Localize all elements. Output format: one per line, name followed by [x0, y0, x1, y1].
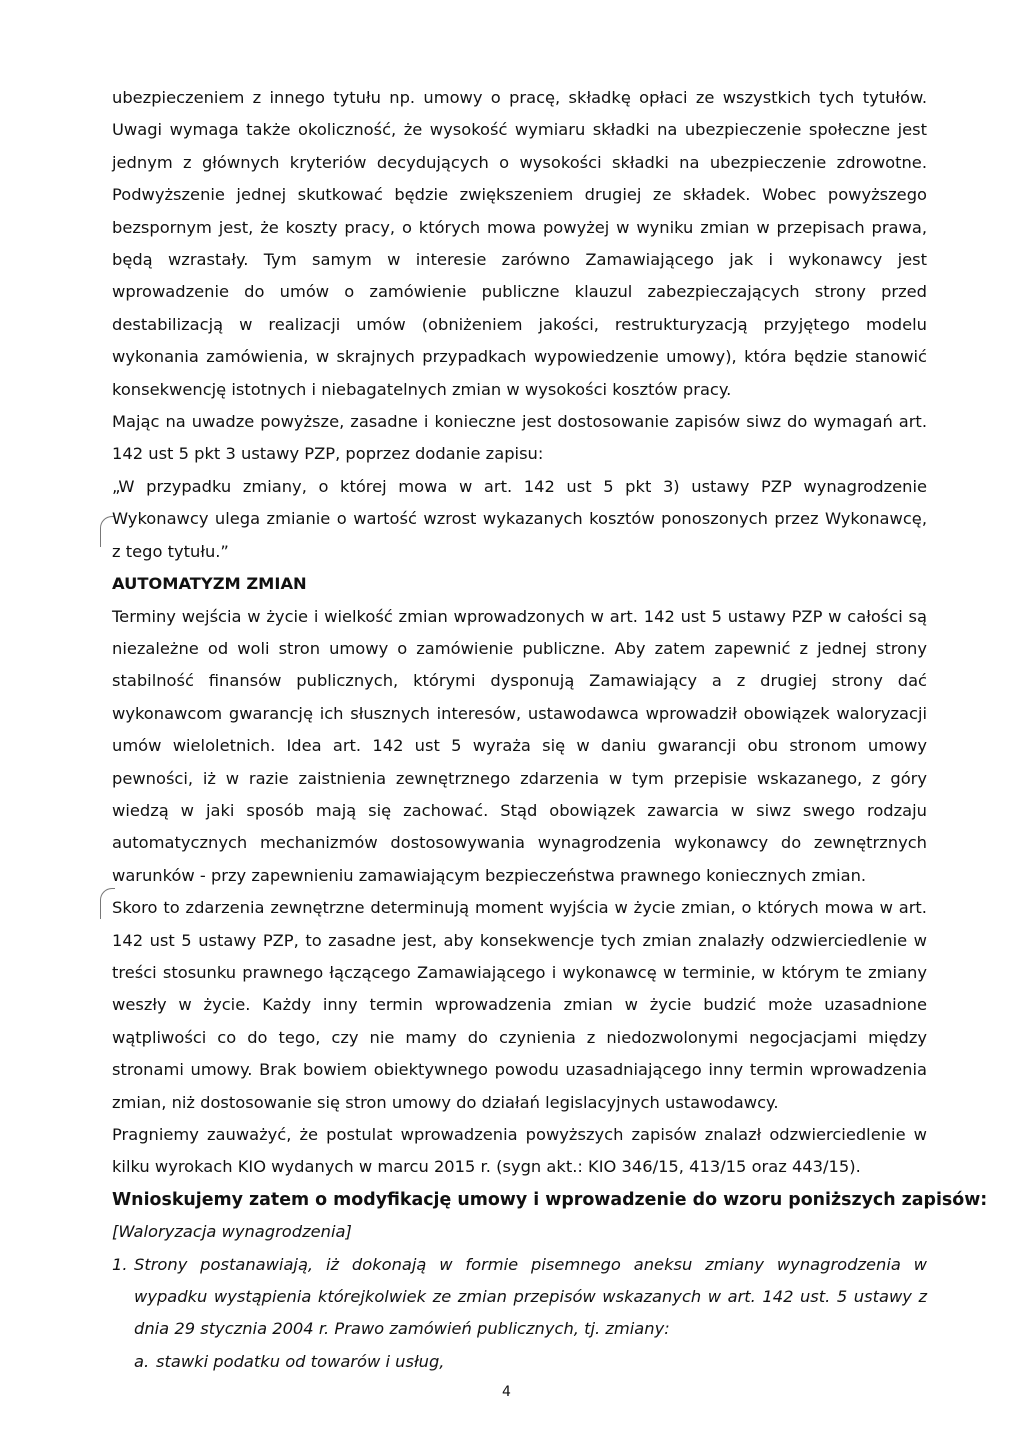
list-number: 1. — [112, 1254, 128, 1274]
sub-list-item — [134, 1346, 927, 1378]
list-item-text: Strony postanawiają, iż dokonają w formie pisemnego aneksu zmiany wynagrodzenia w wypadku wystąpienia którejkolwiek ze zmian przepisów wskazanych w art. 142 ust. 5 ustawy z dnia 29 stycznia 2004 r. Prawo zamówień publicznych, tj. zmiany: — [134, 1254, 927, 1339]
sub-list-letter: a. — [134, 1351, 150, 1371]
bold-statement: Wnioskujemy zatem o modyfikację umowy i wprowadzenie do wzoru poniższych zapisów: — [112, 1189, 988, 1210]
list-item — [112, 1249, 927, 1346]
paragraph: Skoro to zdarzenia zewnętrzne determinują moment wyjścia w życie zmian, o których mowa w art. 142 ust 5 ustawy PZP, to zasadne jest, aby konsekwencje tych zmian znalazły odzwierciedlenie w treści stosunku prawnego łączącego Zamawiającego i wykonawcę w terminie, w którym te zmiany weszły w życie. Każdy inny termin wprowadzenia zmian w życie budzić może uzasadnione wątpliwości co do tego, czy nie mamy do czynienia z niedozwolonymi negocjacjami między stronami umowy. Brak bowiem obiektywnego powodu uzasadniającego inny termin wprowadzenia zmian, niż dostosowanie się stron umowy do działań legislacyjnych ustawodawcy. — [112, 898, 927, 1112]
quoted-clause: „W przypadku zmiany, o której mowa w art. 142 ust 5 pkt 3) ustawy PZP wynagrodzenie Wykonawcy ulega zmianie o wartość wzrost wykazanych kosztów ponoszonych przez Wykonawcę, z tego tytułu.” — [112, 476, 927, 561]
sub-list-text: stawki podatku od towarów i usług, — [156, 1351, 445, 1371]
paragraph: Terminy wejścia w życie i wielkość zmian wprowadzonych w art. 142 ust 5 ustawy PZP w całości są niezależne od woli stron umowy o zamówienie publiczne. Aby zatem zapewnić z jednej strony stabilność finansów publicznych, którymi dysponują Zamawiający a z drugiej strony dać wykonawcom gwarancję ich słusznych interesów, ustawodawca wprowadził obowiązek waloryzacji umów wieloletnich. Idea art. 142 ust 5 wyraża się w daniu gwarancji obu stronom umowy pewności, iż w razie zaistnienia zewnętrznego zdarzenia w tym przepisie wskazanego, z góry wiedzą w jaki sposób mają się zachować. Stąd obowiązek zawarcia w siwz swego rodzaju automatycznych mechanizmów dostosowywania wynagrodzenia wykonawcy do zewnętrznych warunków - przy zapewnieniu zamawiającym bezpieczeństwa prawnego koniecznych zmian. — [112, 606, 927, 885]
paragraph: Mając na uwadze powyższe, zasadne i konieczne jest dostosowanie zapisów siwz do wymagań art. 142 ust 5 pkt 3 ustawy PZP, poprzez dodanie zapisu: — [112, 412, 927, 464]
paragraph: Pragniemy zauważyć, że postulat wprowadzenia powyższych zapisów znalazł odzwierciedlenie w kilku wyrokach KIO wydanych w marcu 2015 r. (sygn akt.: KIO 346/15, 413/15 oraz 443/15). — [112, 1125, 927, 1177]
paragraph: ubezpieczeniem z innego tytułu np. umowy o pracę, składkę opłaci ze wszystkich tych tytułów. Uwagi wymaga także okoliczność, że wysokość wymiaru składki na ubezpieczenie społeczne jest jednym z głównych kryteriów decydujących o wysokości składki na ubezpieczenie zdrowotne. Podwyższenie jednej skutkować będzie zwiększeniem drugiej ze składek. Wobec powyższego bezspornym jest, że koszty pracy, o których mowa powyżej w wyniku zmian w przepisach prawa, będą wzrastały. Tym samym w interesie zarówno Zamawiającego jak i wykonawcy jest wprowadzenie do umów o zamówienie publiczne klauzul zabezpieczających strony przed destabilizacją w realizacji umów (obniżeniem jakości, restrukturyzacją przyjętego modelu wykonania zamówienia, w skrajnych przypadkach wypowiedzenie umowy), która będzie stanowić konsekwencję istotnych i niebagatelnych zmian w wysokości kosztów pracy. — [112, 88, 927, 399]
page-number: 4 — [502, 1384, 511, 1400]
section-heading: AUTOMATYZM ZMIAN — [112, 574, 307, 594]
section-label: [Waloryzacja wynagrodzenia] — [112, 1222, 352, 1242]
document-body — [112, 82, 988, 1378]
